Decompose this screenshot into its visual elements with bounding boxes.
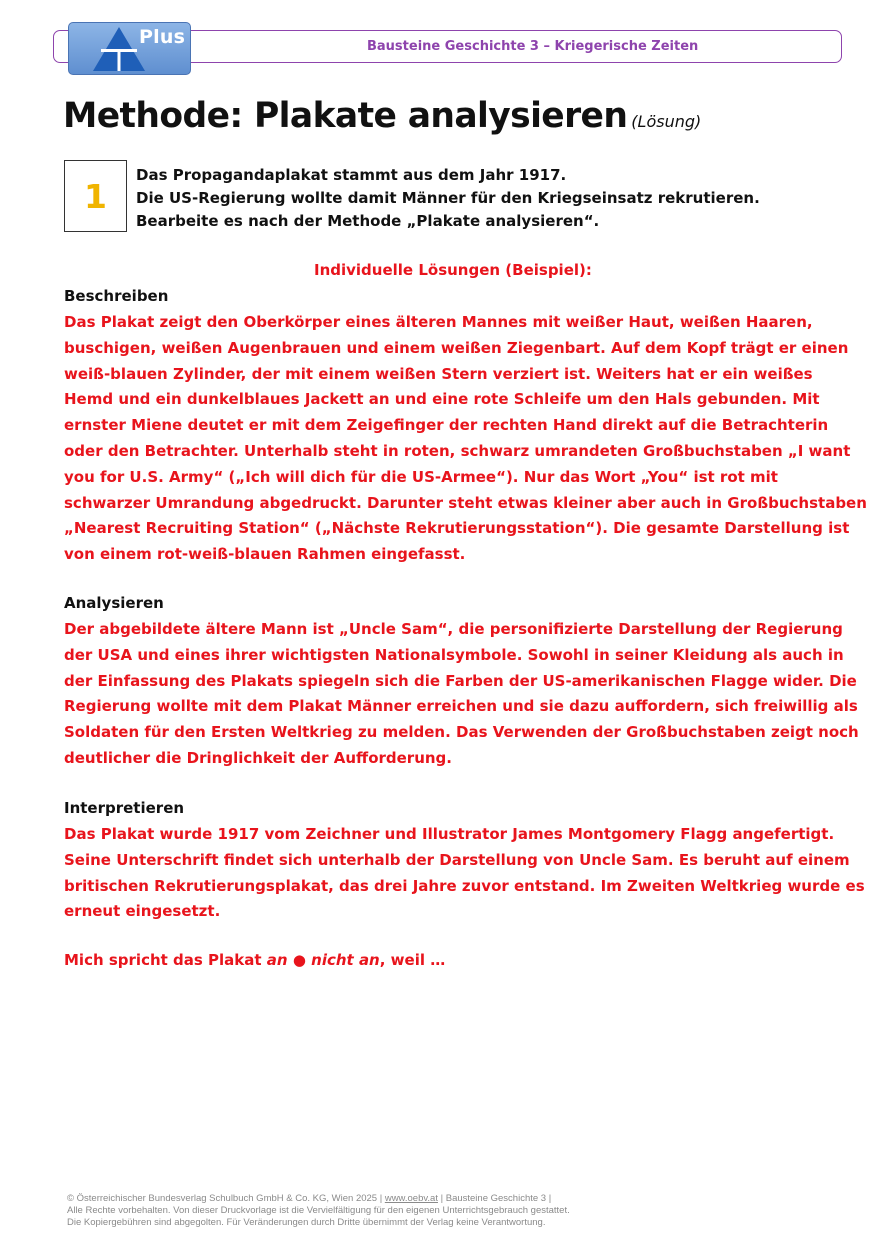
paragraph-interpretieren [64,822,865,925]
closing-prefix: Mich spricht das Plakat [64,951,267,969]
closing-suffix: , weil … [379,951,446,969]
task-number-box [64,160,127,232]
paragraph-line: Seine Unterschrift findet sich unterhalb der Darstellung von Uncle Sam. Es beruht auf einem [64,850,850,869]
paragraph-line: erneut eingesetzt. [64,902,221,921]
paragraph-analysieren [64,617,859,772]
page-title [63,96,701,136]
page-title-text: Methode: Plakate analysieren [63,96,628,136]
logo-text: Plus [139,26,186,48]
footer [67,1193,687,1229]
paragraph-line: Soldaten für den Ersten Weltkrieg zu melden. Das Verwenden der Großbuchstaben zeigt noch [64,723,859,742]
footer-line-1 [67,1193,687,1205]
closing-separator: ● [287,951,312,969]
paragraph-line: weiß-blauen Zylinder, der mit einem weißen Stern verziert ist. Weiters hat er ein weißes [64,364,813,383]
paragraph-line: der Einfassung des Plakats spiegeln sich die Farben der US-amerikanischen Flagge wider. Die [64,671,857,690]
task-number: 1 [84,176,107,216]
paragraph-line: der USA und eines ihrer wichtigsten Nationalsymbole. Sowohl in seiner Kleidung als auch in [64,645,844,664]
paragraph-line: „Nearest Recruiting Station“ („Nächste Rekrutierungsstation“). Die gesamte Darstellung ist [64,519,850,538]
paragraph-line: buschigen, weißen Augenbrauen und einem weißen Ziegenbart. Auf dem Kopf trägt er einen [64,338,849,357]
task-line: Bearbeite es nach der Methode „Plakate analysieren“. [136,212,600,230]
paragraph-line: Hemd und ein dunkelblaues Jackett an und eine rote Schleife um den Hals gebunden. Mit [64,390,820,409]
task-line: Das Propagandaplakat stammt aus dem Jahr 1917. [136,166,567,184]
paragraph-line: Der abgebildete ältere Mann ist „Uncle Sam“, die personifizierte Darstellung der Regierung [64,620,843,638]
paragraph-line: britischen Rekrutierungsplakat, das drei Jahre zuvor entstand. Im Zweiten Weltkrieg wurde es [64,876,865,895]
plus-logo [68,22,191,75]
paragraph-line: schwarzer Umrandung abgedruckt. Darunter steht etwas kleiner aber auch in Großbuchstaben [64,493,867,512]
section-label-interpretieren: Interpretieren [64,799,185,817]
paragraph-line: you for U.S. Army“ („Ich will dich für die US-Armee“). Nur das Wort „You“ ist rot mit [64,467,778,486]
footer-book: | Bausteine Geschichte 3 | [437,1193,552,1204]
footer-copyright: © Österreichischer Bundesverlag Schulbuch GmbH & Co. KG, Wien 2025 | [67,1193,385,1204]
paragraph-line: Das Plakat wurde 1917 vom Zeichner und Illustrator James Montgomery Flagg angefertigt. [64,825,835,843]
task-instructions [136,164,856,233]
task-line: Die US-Regierung wollte damit Männer für den Kriegseinsatz rekrutieren. [136,189,760,207]
paragraph-line: oder den Betrachter. Unterhalb steht in roten, schwarz umrandeten Großbuchstaben „I want [64,441,851,460]
solution-heading: Individuelle Lösungen (Beispiel): [314,261,592,279]
footer-line-3: Die Kopiergebühren sind abgegolten. Für Veränderungen durch Dritte übernimmt der Verlag keine Verantwortung. [67,1217,546,1228]
paragraph-line: von einem rot-weiß-blauen Rahmen eingefasst. [64,545,466,564]
paragraph-beschreiben [64,310,867,568]
footer-line-2: Alle Rechte vorbehalten. Von dieser Druckvorlage ist die Vervielfältigung für den eigenen Unterrichtsgebrauch gestattet. [67,1205,570,1216]
closing-option-an: an [266,951,288,969]
header-title: Bausteine Geschichte 3 – Kriegerische Zeiten [367,39,699,54]
paragraph-line: Regierung wollte mit dem Plakat Männer erreichen und sie dazu auffordern, sich freiwillig als [64,697,858,716]
closing-sentence [64,951,445,969]
section-label-beschreiben: Beschreiben [64,287,169,305]
footer-link[interactable]: www.oebv.at [384,1193,438,1204]
closing-option-nicht-an: nicht an [311,951,380,969]
section-label-analysieren: Analysieren [64,594,164,612]
paragraph-line: deutlicher die Dringlichkeit der Aufforderung. [64,748,452,767]
paragraph-line: Das Plakat zeigt den Oberkörper eines älteren Mannes mit weißer Haut, weißen Haaren, [64,313,813,331]
title-note: (Lösung) [631,112,702,131]
paragraph-line: ernster Miene deutet er mit dem Zeigefinger der rechten Hand direkt auf die Betrachterin [64,416,829,435]
